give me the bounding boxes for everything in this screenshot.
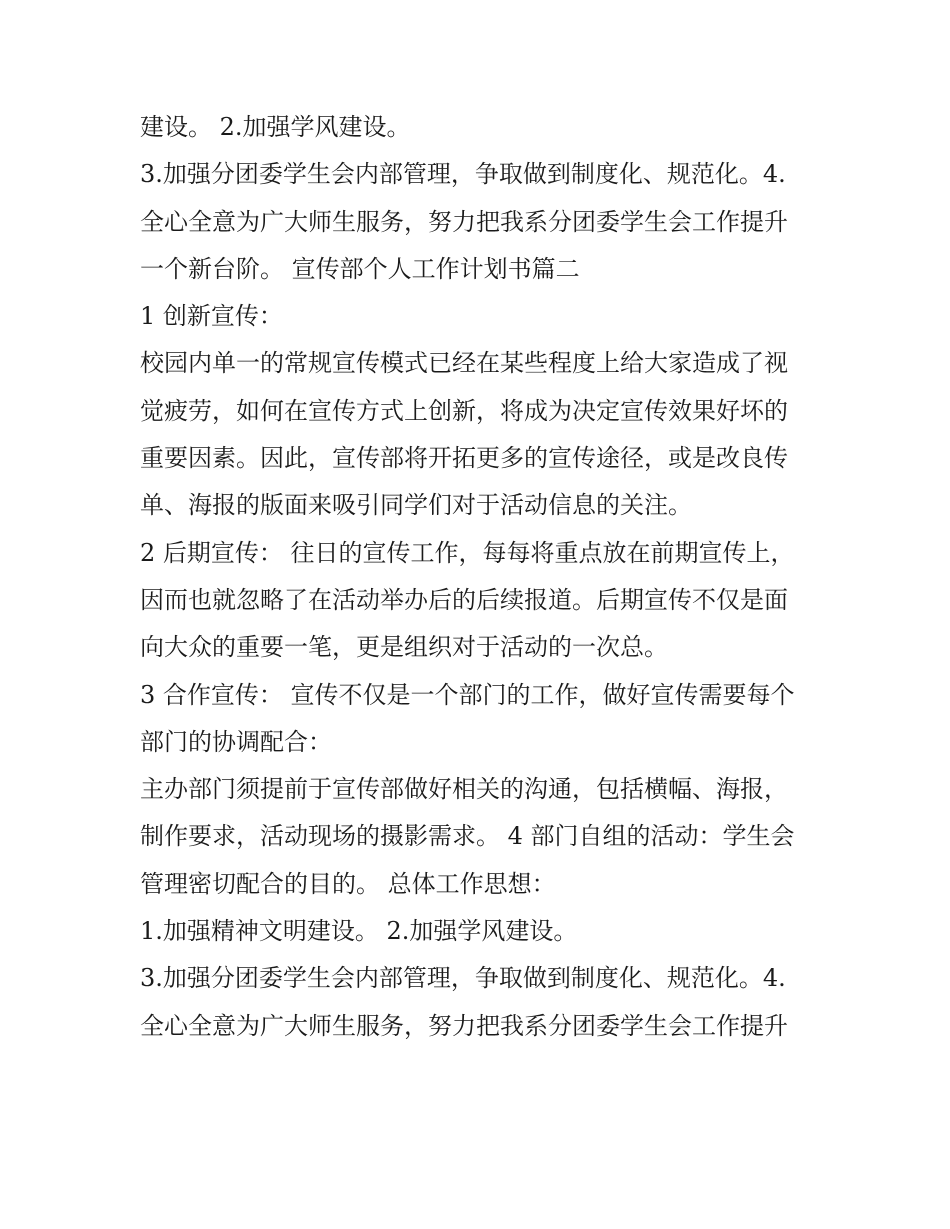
text-line-18: 1.加强精神文明建设。 2.加强学风建设。 (140, 917, 578, 946)
text-line-9: 单、海报的版面来吸引同学们对于活动信息的关注。 (140, 491, 692, 520)
text-line-20: 全心全意为广大师生服务，努力把我系分团委学生会工作提升 (140, 1011, 788, 1040)
text-line-13: 3 合作宣传： 宣传不仅是一个部门的工作，做好宣传需要每个 (140, 680, 795, 709)
text-line-8: 重要因素。因此，宣传部将开拓更多的宣传途径，或是改良传 (140, 444, 788, 473)
text-line-10: 2 后期宣传： 往日的宣传工作，每每将重点放在前期宣传上， (140, 538, 795, 567)
text-line-14: 部门的协调配合： (140, 727, 332, 756)
text-line-4: 一个新台阶。 宣传部个人工作计划书篇二 (140, 254, 580, 283)
text-line-11: 因而也就忽略了在活动举办后的后续报道。后期宣传不仅是面 (140, 585, 788, 614)
text-line-2: 3.加强分团委学生会内部管理，争取做到制度化、规范化。4. (140, 160, 786, 189)
text-line-6: 校园内单一的常规宣传模式已经在某些程度上给大家造成了视 (140, 349, 788, 378)
text-line-17: 管理密切配合的目的。 总体工作思想： (140, 869, 556, 898)
text-line-12: 向大众的重要一笔，更是组织对于活动的一次总。 (140, 633, 668, 662)
text-line-15: 主办部门须提前于宣传部做好相关的沟通，包括横幅、海报， (140, 775, 788, 804)
text-line-16: 制作要求，活动现场的摄影需求。 4 部门自组的活动：学生会 (140, 822, 795, 851)
document-body (140, 104, 830, 1050)
text-line-3: 全心全意为广大师生服务，努力把我系分团委学生会工作提升 (140, 207, 788, 236)
text-line-19: 3.加强分团委学生会内部管理，争取做到制度化、规范化。4. (140, 964, 786, 993)
text-line-7: 觉疲劳，如何在宣传方式上创新，将成为决定宣传效果好坏的 (140, 396, 788, 425)
text-line-5: 1 创新宣传： (140, 302, 283, 331)
text-line-1: 建设。 2.加强学风建设。 (140, 113, 411, 141)
